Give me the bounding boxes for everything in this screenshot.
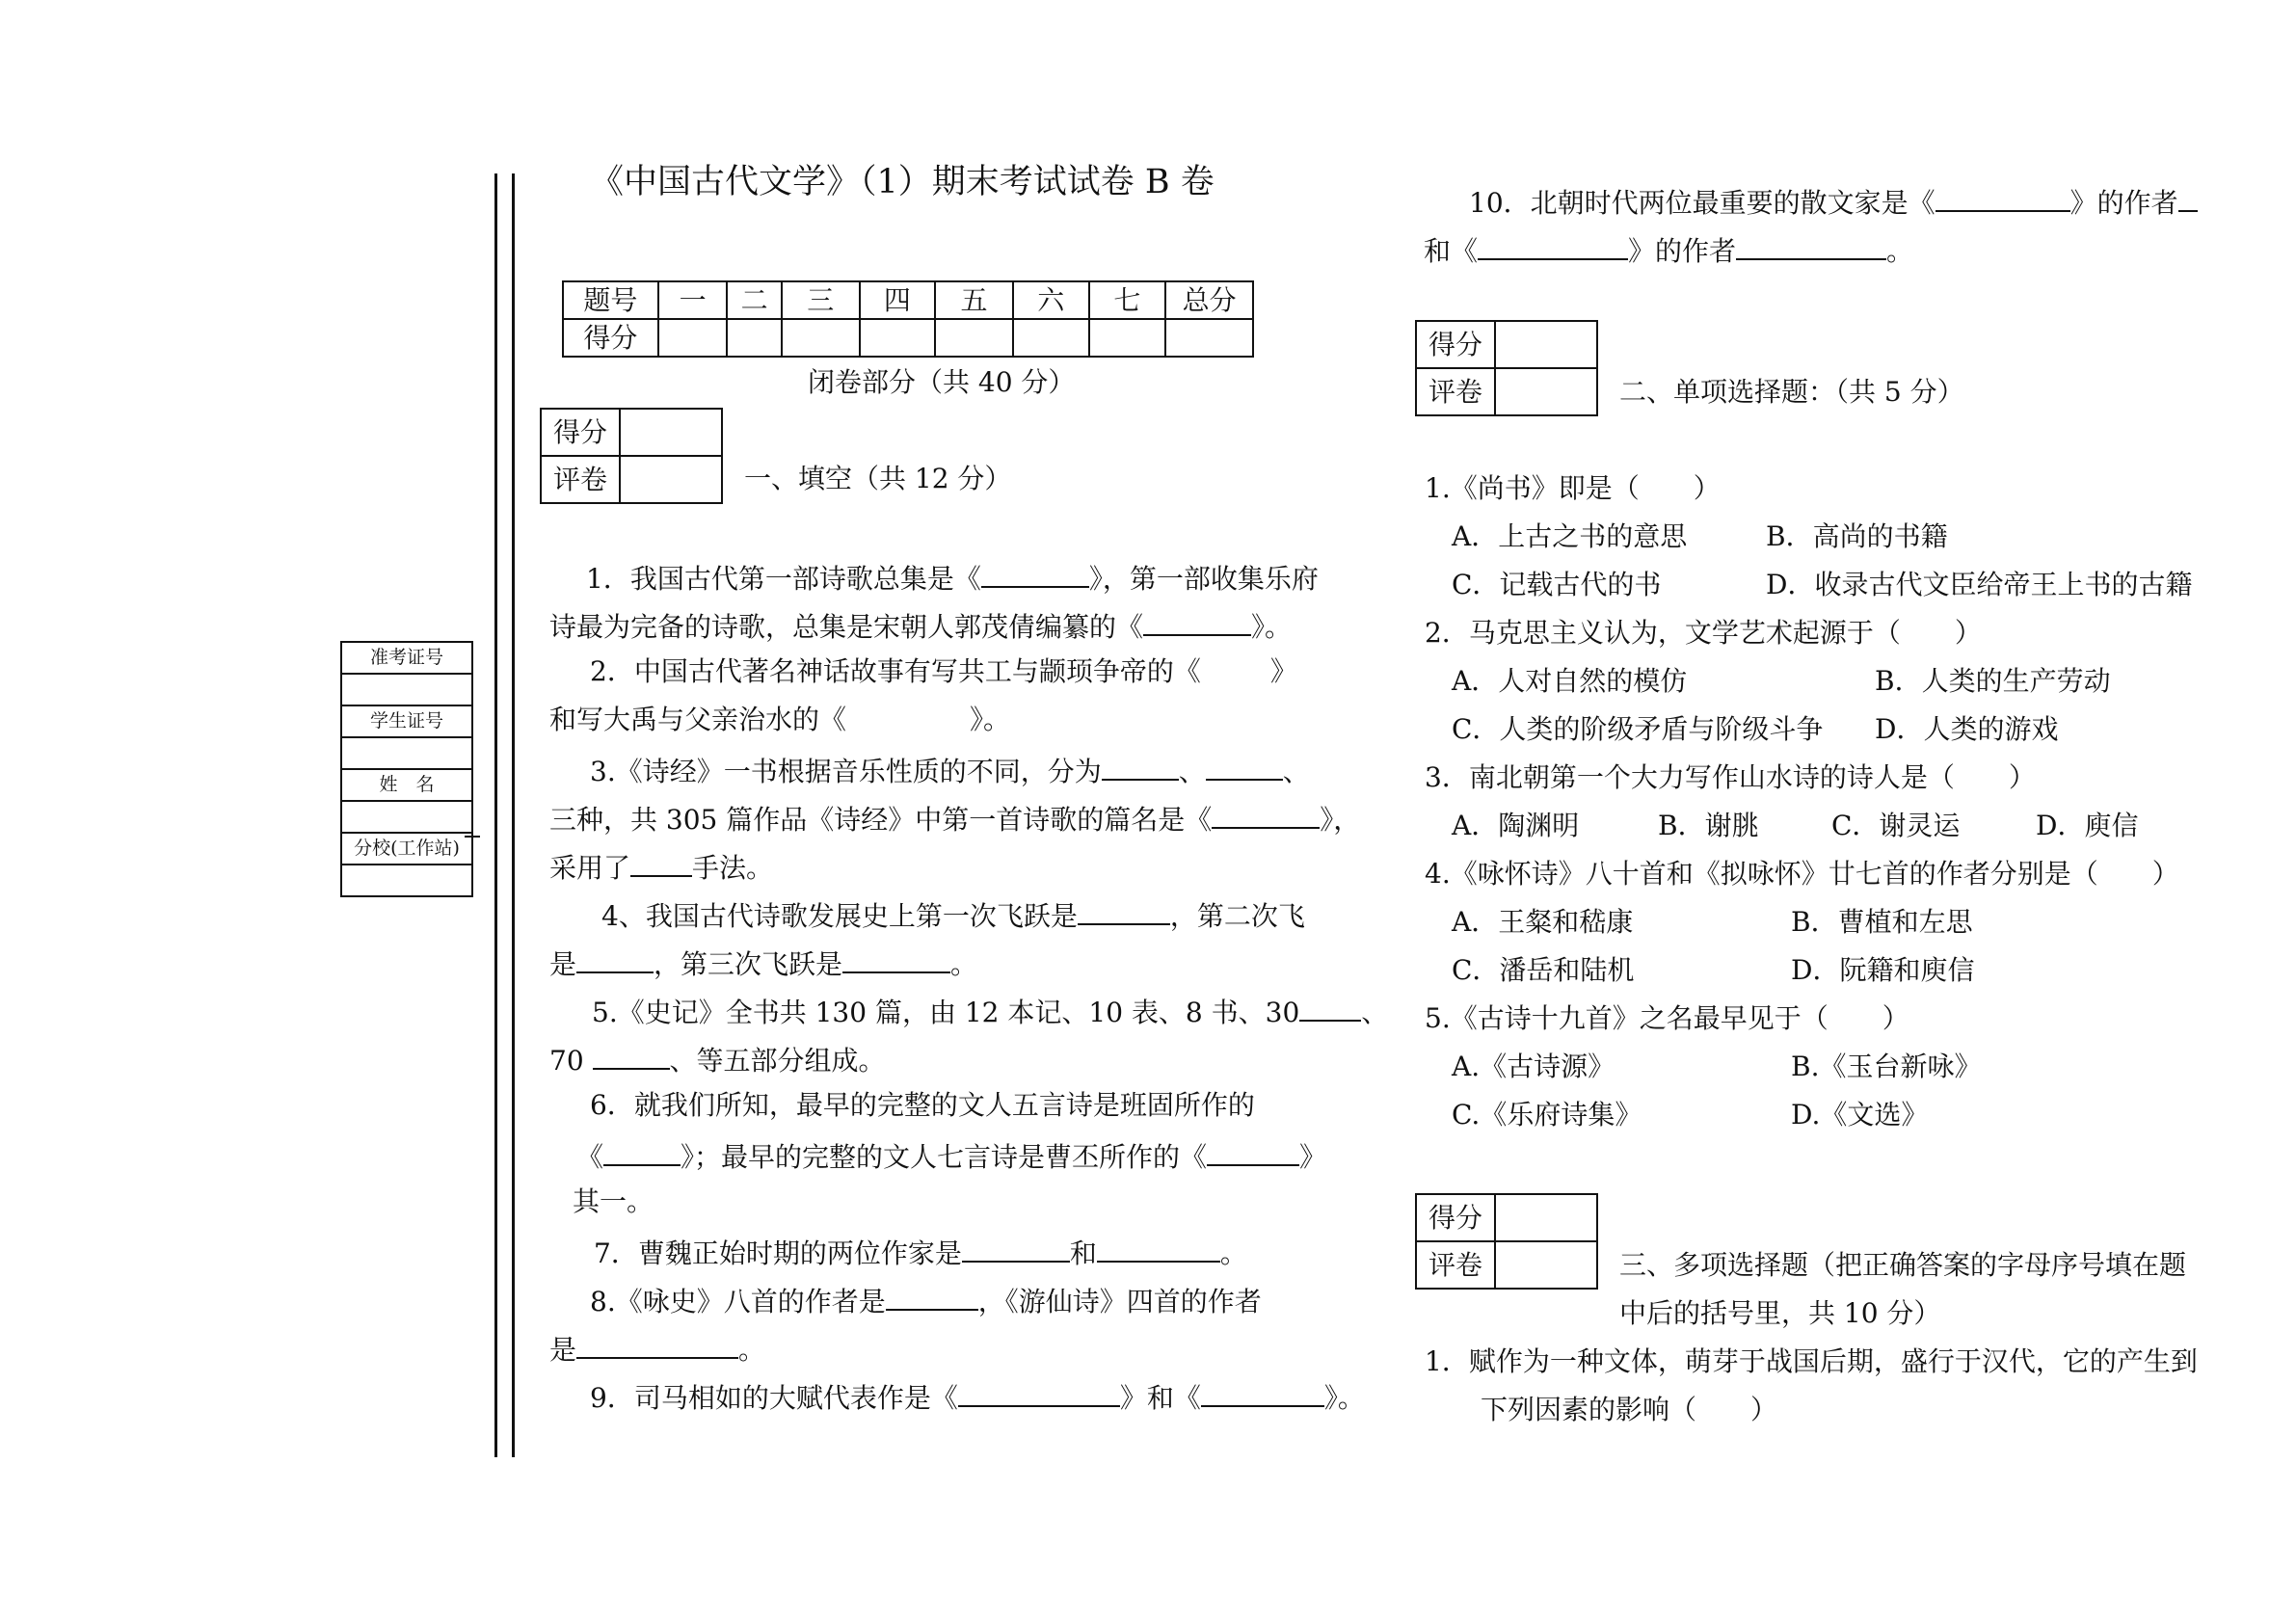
mc-option[interactable]: C．人类的阶级矛盾与阶级斗争	[1452, 713, 1824, 745]
s1-line: 是 ，第三次飞跃是 。	[549, 945, 977, 981]
admission-number-label: 准考证号	[341, 642, 472, 674]
mc-option[interactable]: A．上古之书的意思	[1452, 520, 1688, 552]
score-header-cell: 七	[1089, 281, 1166, 319]
score-field[interactable]	[1495, 321, 1597, 368]
q10-line: 和《 》的作者 。	[1424, 231, 1913, 268]
branch-label: 分校(工作站)	[341, 833, 472, 865]
score-header-cell: 五	[935, 281, 1013, 319]
s1-line: 6．就我们所知，最早的完整的文人五言诗是班固所作的	[590, 1089, 1255, 1121]
mc-question-stem: 5.《古诗十九首》之名最早见于（ ）	[1425, 1002, 1909, 1034]
score-cell[interactable]	[935, 319, 1013, 357]
score-label: 得分	[1416, 1194, 1495, 1241]
branch-field[interactable]	[341, 865, 472, 896]
binding-line-left	[494, 173, 497, 1457]
section3-title: 三、多项选择题（把正确答案的字母序号填在题	[1619, 1249, 2187, 1281]
mc-option[interactable]: A.《古诗源》	[1452, 1051, 1615, 1082]
student-id-field[interactable]	[341, 737, 472, 769]
score-cell[interactable]	[1013, 319, 1089, 357]
mc-option[interactable]: A．陶渊明	[1452, 810, 1580, 841]
score-header-cell: 题号	[563, 281, 658, 319]
score-cell[interactable]	[860, 319, 936, 357]
s1-line: 是 。	[549, 1330, 765, 1367]
s1-line: 9．司马相如的大赋代表作是《 》和《 》。	[590, 1378, 1365, 1415]
s1-line: 其一。	[573, 1185, 654, 1217]
score-row-label: 得分	[563, 319, 658, 357]
grader-field[interactable]	[1495, 368, 1597, 415]
mc-option[interactable]: D．收录古代文臣给帝王上书的古籍	[1766, 569, 2193, 600]
score-label: 得分	[1416, 321, 1495, 368]
s1-line: 2．中国古代著名神话故事有写共工与颛顼争帝的《 》	[590, 655, 1297, 687]
s1-line: 4、我国古代诗歌发展史上第一次飞跃是 ，第二次飞	[601, 896, 1305, 933]
section2-score-box	[1415, 320, 1598, 416]
s1-line: 和写大禹与父亲治水的《 》。	[549, 704, 1011, 735]
score-field[interactable]	[620, 409, 722, 456]
mc-option[interactable]: C．谢灵运	[1831, 810, 1961, 841]
section3-score-box	[1415, 1193, 1598, 1290]
mc-option[interactable]: D.《文选》	[1791, 1099, 1929, 1131]
score-header-cell: 二	[727, 281, 781, 319]
s1-line: 7．曹魏正始时期的两位作家是 和 。	[594, 1234, 1247, 1270]
section3-title-cont: 中后的括号里，共 10 分）	[1619, 1297, 1941, 1329]
name-field[interactable]	[341, 801, 472, 833]
score-cell[interactable]	[727, 319, 781, 357]
score-cell[interactable]	[1089, 319, 1166, 357]
s1-line: 3.《诗经》一书根据音乐性质的不同，分为 、 、	[590, 752, 1310, 788]
mc-option[interactable]: B．谢朓	[1658, 810, 1759, 841]
score-header-cell: 总分	[1165, 281, 1253, 319]
grader-label: 评卷	[1416, 1241, 1495, 1289]
mc-question-stem-cont: 下列因素的影响（ ）	[1481, 1394, 1778, 1425]
score-cell[interactable]	[658, 319, 728, 357]
s1-line: 采用了 手法。	[549, 848, 773, 885]
closed-book-note: 闭卷部分（共 40 分）	[808, 366, 1076, 398]
s1-line: 8.《咏史》八首的作者是 ，《游仙诗》四首的作者	[590, 1282, 1262, 1318]
mc-option[interactable]: B．人类的生产劳动	[1875, 665, 2111, 697]
s1-line: 三种，共 305 篇作品《诗经》中第一首诗歌的篇名是《 》，	[549, 800, 1360, 837]
mc-question-stem: 3．南北朝第一个大力写作山水诗的诗人是（ ）	[1425, 761, 2036, 793]
admission-number-field[interactable]	[341, 674, 472, 705]
grader-field[interactable]	[1495, 1241, 1597, 1289]
mc-question-stem: 1.《尚书》即是（ ）	[1425, 472, 1721, 504]
s1-line: 5.《史记》全书共 130 篇，由 12 本记、10 表、8 书、30 、	[592, 993, 1388, 1029]
score-header-cell: 一	[658, 281, 728, 319]
s1-line: 《 》；最早的完整的文人七言诗是曹丕所作的《 》	[576, 1137, 1326, 1174]
grader-label: 评卷	[1416, 368, 1495, 415]
score-field[interactable]	[1495, 1194, 1597, 1241]
mc-option[interactable]: D．阮籍和庾信	[1791, 954, 1975, 986]
mc-option[interactable]: B．曹植和左思	[1791, 906, 1973, 938]
grader-field[interactable]	[620, 456, 722, 503]
score-cell[interactable]	[1165, 319, 1253, 357]
mc-option[interactable]: C．潘岳和陆机	[1452, 954, 1635, 986]
score-header-cell: 四	[860, 281, 936, 319]
score-cell[interactable]	[782, 319, 860, 357]
mc-option[interactable]: B．高尚的书籍	[1766, 520, 1948, 552]
student-info-table	[340, 641, 473, 897]
binding-line-right	[512, 173, 515, 1457]
mc-option[interactable]: C．记载古代的书	[1452, 569, 1662, 600]
q10-line: 10．北朝时代两位最重要的散文家是《 》的作者	[1469, 183, 2198, 220]
score-header-cell: 三	[782, 281, 860, 319]
student-id-label: 学生证号	[341, 705, 472, 737]
mc-option[interactable]: D．庾信	[2036, 810, 2139, 841]
mc-option[interactable]: B.《玉台新咏》	[1791, 1051, 1982, 1082]
exam-title: 《中国古代文学》（1）期末考试试卷 B 卷	[590, 163, 1215, 201]
score-label: 得分	[541, 409, 620, 456]
score-table	[562, 280, 1254, 358]
section1-title: 一、填空（共 12 分）	[744, 463, 1012, 494]
mc-option[interactable]: A．人对自然的模仿	[1452, 665, 1688, 697]
s1-line: 诗最为完备的诗歌，总集是宋朝人郭茂倩编纂的《 》。	[549, 607, 1292, 644]
s1-line: 70 、等五部分组成。	[549, 1041, 886, 1078]
mc-question-stem: 4.《咏怀诗》八十首和《拟咏怀》廿七首的作者分别是（ ）	[1425, 858, 2179, 890]
name-label: 姓 名	[341, 769, 472, 801]
mc-question-stem: 1．赋作为一种文体，萌芽于战国后期，盛行于汉代，它的产生到	[1425, 1345, 2198, 1377]
section2-title: 二、单项选择题：（共 5 分）	[1619, 376, 1964, 408]
score-header-cell: 六	[1013, 281, 1089, 319]
mc-option[interactable]: A．王粲和嵇康	[1452, 906, 1634, 938]
mc-option[interactable]: D．人类的游戏	[1875, 713, 2059, 745]
s1-line: 1．我国古代第一部诗歌总集是《 》，第一部收集乐府	[586, 559, 1319, 596]
section1-score-box	[540, 408, 723, 504]
mc-question-stem: 2．马克思主义认为，文学艺术起源于（ ）	[1425, 617, 1982, 649]
mc-option[interactable]: C.《乐府诗集》	[1452, 1099, 1642, 1131]
grader-label: 评卷	[541, 456, 620, 503]
